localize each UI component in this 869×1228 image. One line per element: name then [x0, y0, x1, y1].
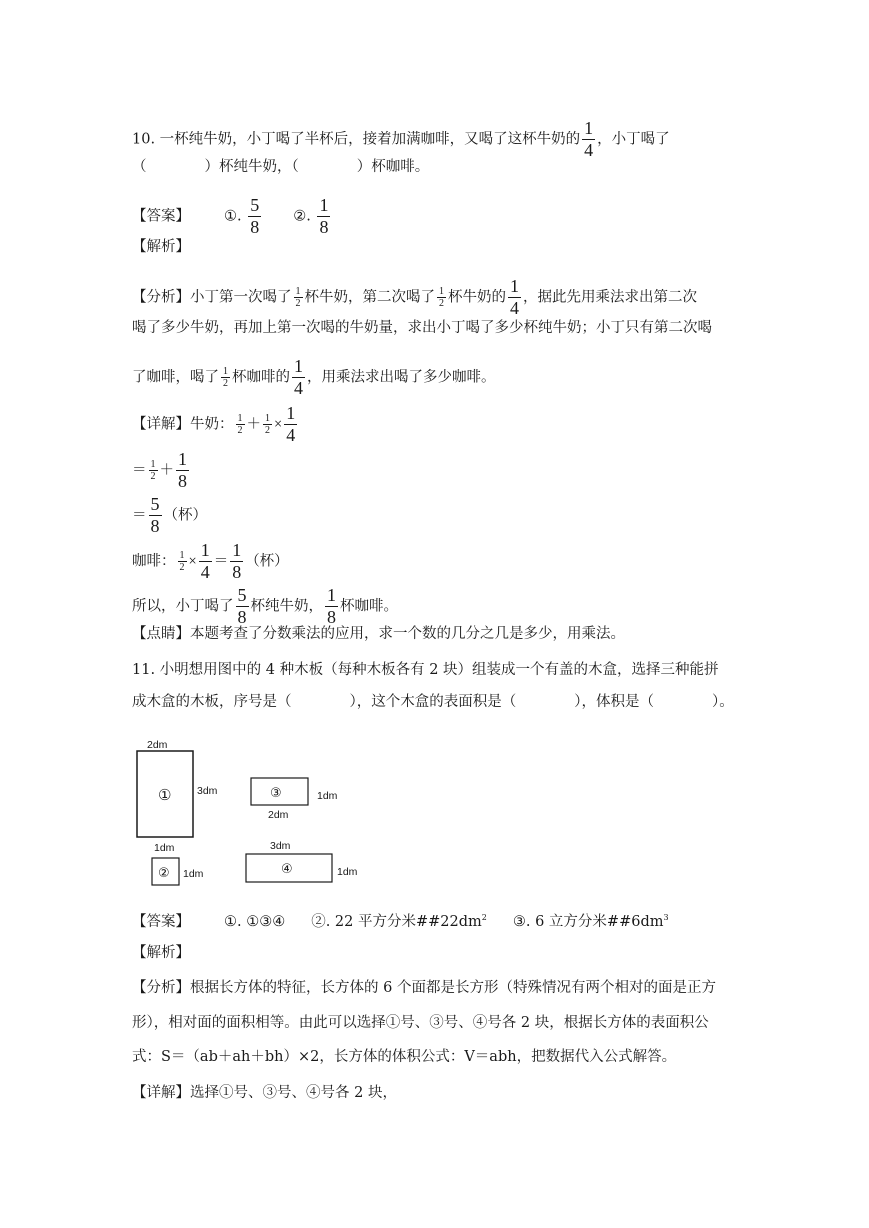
- answer-2-label: ②.: [293, 208, 311, 225]
- unit-cup: （杯）: [245, 553, 289, 570]
- answer-3-exponent: 3: [663, 913, 669, 922]
- board-2-number: ②: [158, 865, 170, 880]
- text: ，用乘法求出喝了多少咖啡。: [307, 369, 496, 386]
- answer-1: ①. ①③④: [224, 914, 286, 930]
- answer-2: ②. 22 平方分米##22dm: [311, 914, 482, 930]
- q10-line2: [132, 157, 429, 177]
- text: ，据此先用乘法求出第二次: [523, 289, 697, 306]
- board-1-side-label: 3dm: [197, 785, 218, 797]
- q10-answer: [132, 195, 332, 238]
- board-2-side-label: 1dm: [183, 868, 204, 880]
- answer-tag: 【答案】: [132, 208, 190, 225]
- q10-line2-text-end: ）杯咖啡。: [356, 159, 430, 175]
- fraction-one-eighth: $\frac{1}{8}$: [319, 195, 329, 237]
- q10-analysis-line1: [132, 276, 697, 319]
- q10-analysis-line2: 喝了多少牛奶，再加上第一次喝的牛奶量，求出小丁喝了多少杯纯牛奶；小丁只有第二次喝: [132, 320, 712, 336]
- text: 成木盒的木板，序号是（: [132, 694, 292, 710]
- fraction-one-quarter: $\frac{1}{4}$: [294, 356, 303, 398]
- q10-comment: 【点睛】本题考查了分数乘法的应用，求一个数的几分之几是多少，用乘法。: [132, 626, 625, 642]
- text: 所以，小丁喝了: [132, 598, 234, 615]
- wood-boards-figure: [130, 738, 370, 888]
- coffee-label: 咖啡：: [132, 553, 176, 570]
- board-4-top-label: 3dm: [270, 840, 291, 852]
- fraction-one-half: $\frac{1}{2}$: [150, 459, 156, 482]
- fraction-one-eighth: $\frac{1}{8}$: [327, 585, 336, 627]
- fraction-one-quarter: $\frac{1}{4}$: [200, 540, 210, 582]
- fraction-five-eighths: $\frac{5}{8}$: [237, 585, 247, 627]
- fraction-one-half: $\frac{1}{2}$: [179, 550, 185, 573]
- fraction-one-eighth: $\frac{1}{8}$: [178, 449, 187, 491]
- text: 杯咖啡的: [232, 369, 290, 386]
- detail-tag: 【详解】牛奶：: [132, 416, 234, 433]
- times-sign: ×: [188, 553, 197, 570]
- q10-analysis-tag: 【解析】: [132, 239, 190, 255]
- board-1-top-label: 2dm: [147, 739, 168, 751]
- q10-detail-line4: [132, 540, 289, 583]
- q10-line1-text: 10. 一杯纯牛奶，小丁喝了半杯后，接着加满咖啡，又喝了这杯牛奶的: [132, 131, 581, 148]
- q11-analysis-line3: 式：S＝（ab＋ah＋bh）×2，长方体的体积公式：V＝abh，把数据代入公式解答。: [132, 1049, 677, 1065]
- board-3-number: ③: [270, 785, 282, 800]
- text: 了咖啡，喝了: [132, 369, 219, 386]
- times-sign: ×: [274, 416, 283, 433]
- text: 杯牛奶的: [448, 289, 506, 306]
- board-4-side-label: 1dm: [337, 866, 358, 878]
- numerator: 1: [584, 118, 594, 138]
- q10-conclusion: [132, 585, 398, 628]
- fraction-one-half: $\frac{1}{2}$: [223, 366, 228, 389]
- q10-line1-text-end: ，小丁喝了: [597, 131, 670, 148]
- equals-sign: ＝: [213, 553, 229, 570]
- equals-sign: ＝: [132, 507, 147, 524]
- plus-sign: ＋: [159, 462, 174, 479]
- q11-line2: [132, 692, 734, 712]
- q11-answer: [132, 908, 669, 932]
- fraction-one-eighth: $\frac{1}{8}$: [232, 540, 242, 582]
- board-3-side-label: 1dm: [317, 790, 338, 802]
- board-1-bottom-label: 1dm: [154, 842, 175, 854]
- fraction-one-half: $\frac{1}{2}$: [237, 413, 243, 436]
- answer-1-label: ①.: [224, 208, 242, 225]
- fraction-one-quarter: $\frac{1}{4}$: [286, 403, 296, 445]
- board-1-number: ①: [158, 787, 172, 804]
- answer-2-exponent: 2: [481, 913, 487, 922]
- fraction-one-quarter: [582, 118, 595, 161]
- plus-sign: ＋: [246, 416, 261, 433]
- q10-line1: [132, 118, 670, 161]
- fraction-one-half: $\frac{1}{2}$: [295, 286, 301, 309]
- text: ）。: [712, 694, 734, 710]
- text: 杯纯牛奶，: [250, 598, 323, 615]
- text: 杯牛奶，第二次喝了: [304, 289, 435, 306]
- text: ），这个木盒的表面积是（: [349, 694, 517, 710]
- q11-line1: 11. 小明想用图中的 4 种木板（每种木板各有 2 块）组装成一个有盖的木盒，选择三种能拼: [132, 662, 719, 678]
- answer-3: ③. 6 立方分米##6dm: [512, 914, 664, 930]
- q11-analysis-line1: 【分析】根据长方体的特征，长方体的 6 个面都是长方形（特殊情况有两个相对的面是正方: [132, 980, 716, 996]
- board-4-number: ④: [281, 861, 293, 876]
- q10-line2-text: ）杯纯牛奶，（: [204, 159, 299, 175]
- denominator: 4: [584, 140, 594, 160]
- q10-detail-line1: [132, 403, 299, 446]
- text: ），体积是（: [574, 694, 654, 710]
- fraction-one-half: $\frac{1}{2}$: [439, 286, 444, 309]
- blank-open: （: [132, 159, 147, 175]
- board-3-bottom-label: 2dm: [268, 809, 289, 821]
- q10-detail-line3: [132, 494, 207, 537]
- answer-tag: 【答案】: [132, 914, 190, 930]
- q10-detail-line2: [132, 449, 191, 492]
- text: 【分析】小丁第一次喝了: [132, 289, 292, 306]
- fraction-one-quarter: $\frac{1}{4}$: [510, 276, 519, 318]
- fraction-five-eighths: $\frac{5}{8}$: [150, 494, 160, 536]
- q11-analysis-line2: 形），相对面的面积相等。由此可以选择①号、③号、④号各 2 块，根据长方体的表面积公: [132, 1015, 709, 1031]
- q11-analysis-tag: 【解析】: [132, 945, 190, 961]
- text: 杯咖啡。: [340, 598, 398, 615]
- q11-detail-line1: 【详解】选择①号、③号、④号各 2 块，: [132, 1085, 397, 1101]
- fraction-five-eighths: $\frac{5}{8}$: [250, 195, 260, 237]
- equals-sign: ＝: [132, 462, 147, 479]
- q10-analysis-line3: [132, 356, 496, 399]
- fraction-one-half: $\frac{1}{2}$: [265, 413, 270, 436]
- unit-cup: （杯）: [163, 507, 207, 524]
